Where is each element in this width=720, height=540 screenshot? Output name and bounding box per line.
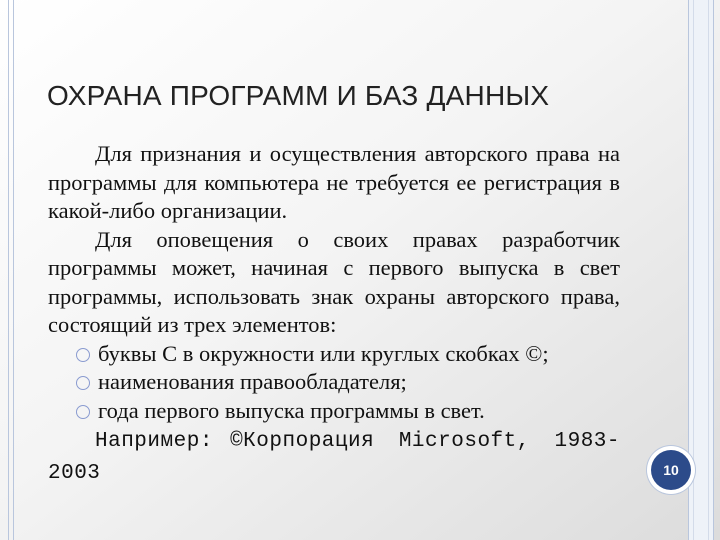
list-item (76, 397, 620, 426)
ring-bullet-icon (76, 405, 90, 419)
example-label: Например: (95, 430, 213, 453)
example-text: ©Корпорация Microsoft, 1983-2003 (48, 430, 620, 485)
left-frame-line (8, 0, 14, 540)
page-number-badge: 10 (651, 450, 691, 490)
list-item-text: года первого выпуска программы в свет. (98, 397, 485, 423)
list-item-text: наименования правообладателя; (98, 369, 407, 394)
paragraph-notice: Для оповещения о своих правах разработчик программы может, начиная с первого выпуска в свет программы, использовать знак охраны авторского права, состоящий из трех элементов: (48, 226, 620, 337)
list-item (76, 340, 620, 369)
right-frame-inner (693, 0, 709, 540)
slide-body (48, 140, 620, 488)
slide-title: ОХРАНА ПРОГРАММ И БАЗ ДАННЫХ (47, 80, 550, 111)
example-line (48, 425, 620, 488)
ring-bullet-icon (76, 376, 90, 390)
right-frame-band (688, 0, 714, 540)
ring-bullet-icon (76, 348, 90, 362)
list-item-text: буквы С в окружности или круглых скобках ©; (98, 340, 549, 366)
paragraph-registration: Для признания и осуществления авторского права на программы для компьютера не требуется ее регистрация в какой-либо организации. (48, 141, 620, 223)
list-item (76, 368, 620, 397)
